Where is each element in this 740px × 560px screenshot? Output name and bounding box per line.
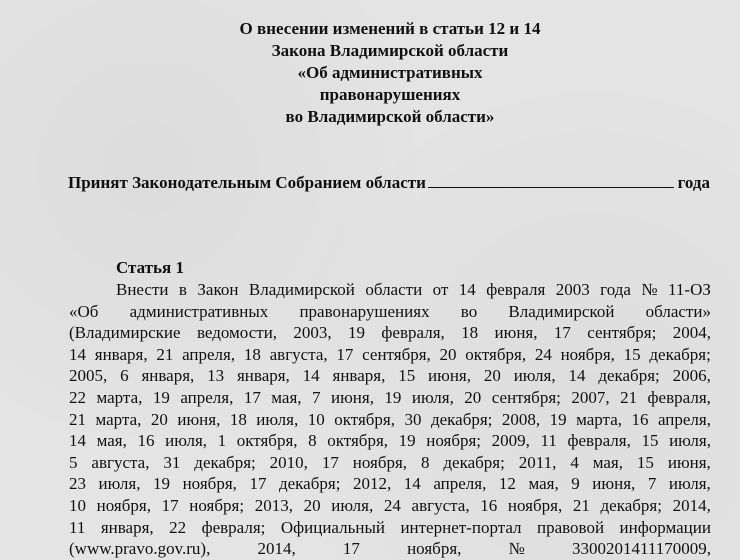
body-word: августа, <box>411 495 470 515</box>
body-line <box>69 430 711 452</box>
body-word: октября, <box>236 431 298 451</box>
body-word: 21 <box>156 344 174 364</box>
body-word: Внести <box>116 280 169 299</box>
body-word: 2003 <box>555 280 590 299</box>
body-word: января, <box>94 344 148 364</box>
body-word: 2007, <box>571 387 610 407</box>
body-word: сентября, <box>362 344 431 364</box>
body-word: 2005, <box>69 366 108 386</box>
body-word: Закон <box>197 280 239 299</box>
body-word: июля, <box>256 409 299 429</box>
body-word: ноября; <box>426 431 482 451</box>
body-line <box>69 365 711 387</box>
body-word: 15 <box>623 344 641 364</box>
body-word: мая, <box>96 431 127 451</box>
body-word: 2014, <box>257 539 296 559</box>
body-word: 19 <box>384 387 402 407</box>
body-word: 22 <box>169 517 187 537</box>
body-word: сентября; <box>491 387 561 407</box>
body-word: 14 <box>69 344 86 364</box>
adoption-date-blank <box>428 172 674 188</box>
body-word: 6 <box>120 366 129 386</box>
document-title <box>0 18 740 128</box>
body-word: 16 <box>480 495 498 515</box>
body-word: декабря; <box>598 366 660 386</box>
body-word: июля, <box>165 431 208 451</box>
body-word: 17 <box>336 344 354 364</box>
body-word: ноября, <box>407 539 462 559</box>
body-word: 8 <box>308 431 317 451</box>
body-word: информации <box>619 517 711 537</box>
title-line: правонарушениях <box>319 85 461 104</box>
body-word: правовой <box>536 517 605 537</box>
body-word: 17 <box>321 452 339 472</box>
body-word: 17 <box>243 387 261 407</box>
body-word: (www.pravo.gov.ru), <box>69 539 211 559</box>
body-word: февраля; <box>201 517 266 537</box>
body-line <box>69 517 711 539</box>
body-word: 7 <box>647 474 657 494</box>
body-word: декабря; <box>649 344 711 364</box>
body-word: февраля, <box>647 387 711 407</box>
body-word: 5 <box>69 452 78 472</box>
body-word: 19 <box>348 323 366 343</box>
body-word: декабря; <box>600 495 662 515</box>
body-word: 2004, <box>672 323 711 343</box>
body-word: июля, <box>513 366 556 386</box>
body-word: 20 <box>464 387 482 407</box>
body-word: 2011, <box>518 452 557 472</box>
body-word: от <box>432 280 449 299</box>
body-word: ноября, <box>96 495 151 515</box>
body-word: 24 <box>534 344 552 364</box>
body-word: ноября, <box>560 344 615 364</box>
body-word: июля, <box>411 387 454 407</box>
body-word: июля, <box>331 495 374 515</box>
body-word: 2008, <box>501 409 541 429</box>
body-word: 10 <box>69 495 86 515</box>
body-word: административных <box>129 301 269 321</box>
body-line <box>69 473 711 495</box>
body-word: 19 <box>152 387 170 407</box>
body-word: во <box>460 301 478 321</box>
body-line <box>69 387 711 409</box>
body-word: 2009, <box>491 431 530 451</box>
body-word: 15 <box>398 366 416 386</box>
body-word: 9 <box>571 474 580 494</box>
body-word: 12 <box>498 474 516 494</box>
body-word: декабря; <box>443 452 505 472</box>
adoption-suffix: года <box>677 173 710 192</box>
body-word: 7 <box>312 387 321 407</box>
body-word: апреля, <box>182 344 236 364</box>
body-word: 11-ОЗ <box>668 280 711 299</box>
body-word: Владимирской <box>508 301 615 321</box>
body-word: 15 <box>636 452 654 472</box>
body-word: мая, <box>271 387 302 407</box>
body-word: 11 <box>540 431 557 451</box>
body-word: 2014, <box>672 495 711 515</box>
body-word: мая, <box>528 474 559 494</box>
body-word: сентября; <box>587 323 657 343</box>
body-word: 17 <box>161 495 179 515</box>
title-line: во Владимирской области» <box>285 107 495 126</box>
title-line: «Об административных <box>297 63 483 82</box>
body-word: 17 <box>553 323 571 343</box>
body-word: марта, <box>96 387 143 407</box>
body-word: 14 <box>568 366 586 386</box>
body-line <box>69 322 711 344</box>
article-heading: Статья 1 <box>116 258 184 277</box>
body-word: 20 <box>150 409 168 429</box>
body-word: 20 <box>483 366 501 386</box>
body-line <box>69 409 711 431</box>
body-word: августа, <box>269 344 328 364</box>
body-word: 4 <box>570 452 579 472</box>
body-word: мая, <box>592 452 623 472</box>
body-word: 2010, <box>269 452 308 472</box>
body-word: Владимирской <box>248 280 355 299</box>
body-word: июня, <box>494 323 538 343</box>
body-word: 21 <box>572 495 590 515</box>
body-word: июня, <box>592 474 636 494</box>
body-word: 31 <box>163 452 181 472</box>
body-word: февраля, <box>567 431 631 451</box>
body-line <box>69 452 711 474</box>
body-word: 1 <box>217 431 227 451</box>
body-word: ведомости, <box>196 323 278 343</box>
body-word: января, <box>141 366 195 386</box>
body-word: апреля, <box>433 474 487 494</box>
body-word: 17 <box>249 474 267 494</box>
body-line <box>69 344 711 366</box>
body-word: декабря; <box>278 474 341 494</box>
body-word: декабря; <box>430 409 493 429</box>
body-word: 11 <box>69 517 86 537</box>
body-word: интернет-портал <box>400 517 522 537</box>
body-word: 23 <box>69 474 86 494</box>
body-word: февраля, <box>381 323 445 343</box>
body-word: 10 <box>307 409 325 429</box>
body-word: июня, <box>177 409 221 429</box>
body-word: апреля, <box>657 409 711 429</box>
article-body <box>69 279 711 560</box>
body-word: 14 <box>302 366 320 386</box>
body-word: 19 <box>398 431 416 451</box>
body-word: 2006, <box>672 366 711 386</box>
body-word: 2012, <box>352 474 392 494</box>
body-word: 15 <box>641 431 659 451</box>
body-word: 20 <box>303 495 321 515</box>
body-word: октября, <box>465 344 527 364</box>
body-line <box>69 279 711 301</box>
body-word: «Об <box>69 301 99 321</box>
body-word: области» <box>645 301 711 321</box>
body-word: июня, <box>428 366 471 386</box>
body-word: марта, <box>95 409 142 429</box>
body-word: 18 <box>461 323 479 343</box>
body-word: 14 <box>403 474 421 494</box>
body-word: ноября, <box>182 474 237 494</box>
title-line: Закона Владимирской области <box>271 41 509 60</box>
body-word: июля, <box>668 474 711 494</box>
body-word: июля, <box>669 431 711 451</box>
body-word: 2013, <box>254 495 293 515</box>
body-line <box>69 301 711 323</box>
body-word: 21 <box>69 409 86 429</box>
body-word: 18 <box>243 344 261 364</box>
body-word: (Владимирские <box>69 323 181 343</box>
body-word: марта, <box>576 409 622 429</box>
title-line: О внесении изменений в статьи 12 и 14 <box>239 19 541 38</box>
adoption-prefix: Принят Законодательным Собранием области <box>68 173 426 192</box>
body-word: октября, <box>334 409 395 429</box>
body-word: в <box>178 280 187 299</box>
body-word: ноября, <box>507 495 563 515</box>
body-word: июня, <box>330 387 374 407</box>
body-word: правонарушениях <box>299 301 430 321</box>
body-word: 16 <box>137 431 155 451</box>
body-word: 16 <box>631 409 649 429</box>
body-word: 22 <box>69 387 86 407</box>
adoption-line <box>68 172 710 194</box>
body-word: 14 <box>458 280 476 299</box>
body-word: 2003, <box>293 323 332 343</box>
body-word: февраля <box>486 280 546 299</box>
body-word: № <box>641 280 658 299</box>
body-word: января, <box>100 517 154 537</box>
body-word: 8 <box>420 452 430 472</box>
body-word: 14 <box>69 431 86 451</box>
body-word: 3300201411170009, <box>571 539 711 559</box>
body-word: апреля, <box>180 387 234 407</box>
body-word: 19 <box>549 409 567 429</box>
body-word: 20 <box>439 344 457 364</box>
body-word: ноября; <box>189 495 245 515</box>
body-word: 24 <box>383 495 401 515</box>
body-line <box>69 538 711 560</box>
body-word: 19 <box>153 474 171 494</box>
body-word: 17 <box>342 539 360 559</box>
body-word: № <box>508 539 525 559</box>
body-word: декабря; <box>194 452 256 472</box>
body-word: года <box>600 280 631 299</box>
body-word: области <box>365 280 423 299</box>
body-word: 18 <box>229 409 247 429</box>
body-line <box>69 495 711 517</box>
body-word: ноября, <box>352 452 408 472</box>
body-word: января, <box>236 366 290 386</box>
body-word: 21 <box>620 387 638 407</box>
body-word: июля, <box>98 474 141 494</box>
body-word: января, <box>332 366 386 386</box>
body-word: 30 <box>404 409 422 429</box>
body-word: Официальный <box>280 517 385 537</box>
body-word: августа, <box>91 452 150 472</box>
body-word: октября, <box>327 431 389 451</box>
body-word: июня, <box>667 452 711 472</box>
body-word: 13 <box>207 366 225 386</box>
